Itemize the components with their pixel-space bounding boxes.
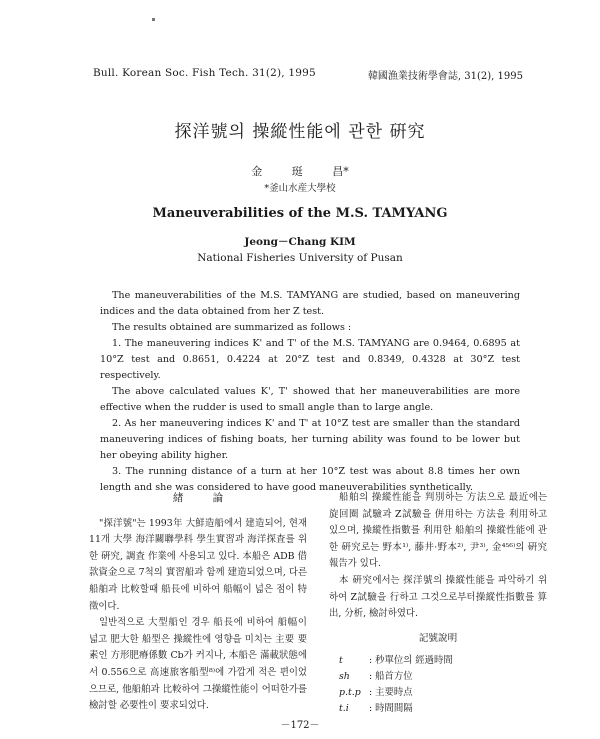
left-column [89, 490, 307, 715]
body-paragraph: 本 硏究에서는 探洋號의 操縱性能을 파악하기 위하여 Z試驗을 行하고 그것으로부터操縱性指數를 算出, 分析, 檢討하였다. [329, 574, 547, 620]
abstract [100, 288, 520, 496]
abstract-paragraph: 1. The maneuvering indices K' and T' of the M.S. TAMYANG are 0.9464, 0.6895 at 10°Z test and 0.8651, 0.4224 at 20°Z test and 0.8349, 0.4328 at 30°Z test respectively. [100, 338, 520, 381]
symbol-key: sh [339, 671, 350, 683]
right-column [329, 490, 547, 717]
running-header-left: Bull. Korean Soc. Fish Tech. 31(2), 1995 [93, 67, 316, 79]
symbols-heading: 記號說明 [418, 632, 458, 644]
body-paragraph: 船舶의 操縱性能을 判別하는 方法으로 最近에는 旋回圈 試驗과 Z試驗을 倂用하는 方法을 利用하고 있으며, 操縱性指數를 利用한 船舶의 操縱性能에 관한 硏究로는 野本¹⁾, 藤井·野本²⁾, 尹³⁾, 金⁴⁵⁶⁾의 硏究報告가 있다. [329, 492, 547, 570]
abstract-paragraph: 2. As her maneuvering indices K' and T' at 10°Z test are smaller than the standard maneuvering indices of fishing boats, her turning ability was found to be lower but her obeying ability higher. [100, 418, 520, 461]
symbol-key: t.i [339, 703, 349, 715]
page-number: －172－ [280, 720, 320, 731]
symbol-row [329, 669, 547, 685]
symbol-description: : 時間間隔 [369, 703, 413, 715]
abstract-paragraph: The above calculated values K', T' showed that her maneuverabilities are more effective when the rudder is used to small angle than to large angle. [100, 386, 520, 413]
symbol-row [329, 653, 547, 669]
title-english: Maneuverabilities of the M.S. TAMYANG [152, 206, 448, 221]
symbol-description: : 船首方位 [369, 671, 413, 683]
affiliation-korean: *釜山水産大學校 [264, 183, 336, 194]
abstract-paragraph: The maneuverabilities of the M.S. TAMYANG are studied, based on maneuvering indices and the data obtained from her Z test. [100, 290, 520, 317]
body-paragraph: "探洋號"는 1993年 大鮮造船에서 建造되어, 현재 11개 大學 海洋關聯學科 學生實習과 海洋探査를 위한 硏究, 調査 作業에 사용되고 있다. 本船은 ADB 借款資金으로 7척의 實習船과 함께 建造되었으며, 다른 船舶과 比較할때 船長에 비하여 船幅이 넓은 점이 特徵이다. [89, 517, 307, 612]
title-korean: 探洋號의 操縱性能에 관한 硏究 [174, 122, 426, 142]
author-korean: 金 珽 昌* [251, 165, 349, 178]
symbol-key: t [339, 655, 343, 667]
abstract-paragraph: 3. The running distance of a turn at her 10°Z test was about 8.8 times her own length and she was considered to have good maneuverabilities synthetically. [100, 466, 520, 493]
section-title: 緖 論 [172, 492, 224, 504]
symbol-description: : 秒單位의 經過時間 [369, 655, 453, 667]
symbol-row [329, 701, 547, 717]
running-header-right: 韓國漁業技術學會誌, 31(2), 1995 [367, 71, 523, 82]
symbol-key: p.t.p [339, 687, 361, 699]
scan-mark [152, 18, 155, 21]
symbol-description: : 主要時点 [369, 687, 413, 699]
affiliation-english: National Fisheries University of Pusan [197, 252, 403, 264]
symbol-row [329, 685, 547, 701]
body-paragraph: 일반적으로 大型船인 경우 船長에 비하여 船幅이 넓고 肥大한 船型은 操縱性에 영향을 미치는 主要 要素인 方形肥瘠係數 Cb가 커지나, 本船은 滿載狀態에서 0.556으로 高速旅客船型⁸⁾에 가깝게 적은 편이었으므로, 他船舶과 比較하여 그操縱性能이 어떠한가를 檢討할 必要性이 要求되었다. [89, 617, 307, 712]
abstract-paragraph: The results obtained are summarized as follows : [112, 322, 352, 333]
author-english: Jeong－Chang KIM [244, 236, 356, 248]
